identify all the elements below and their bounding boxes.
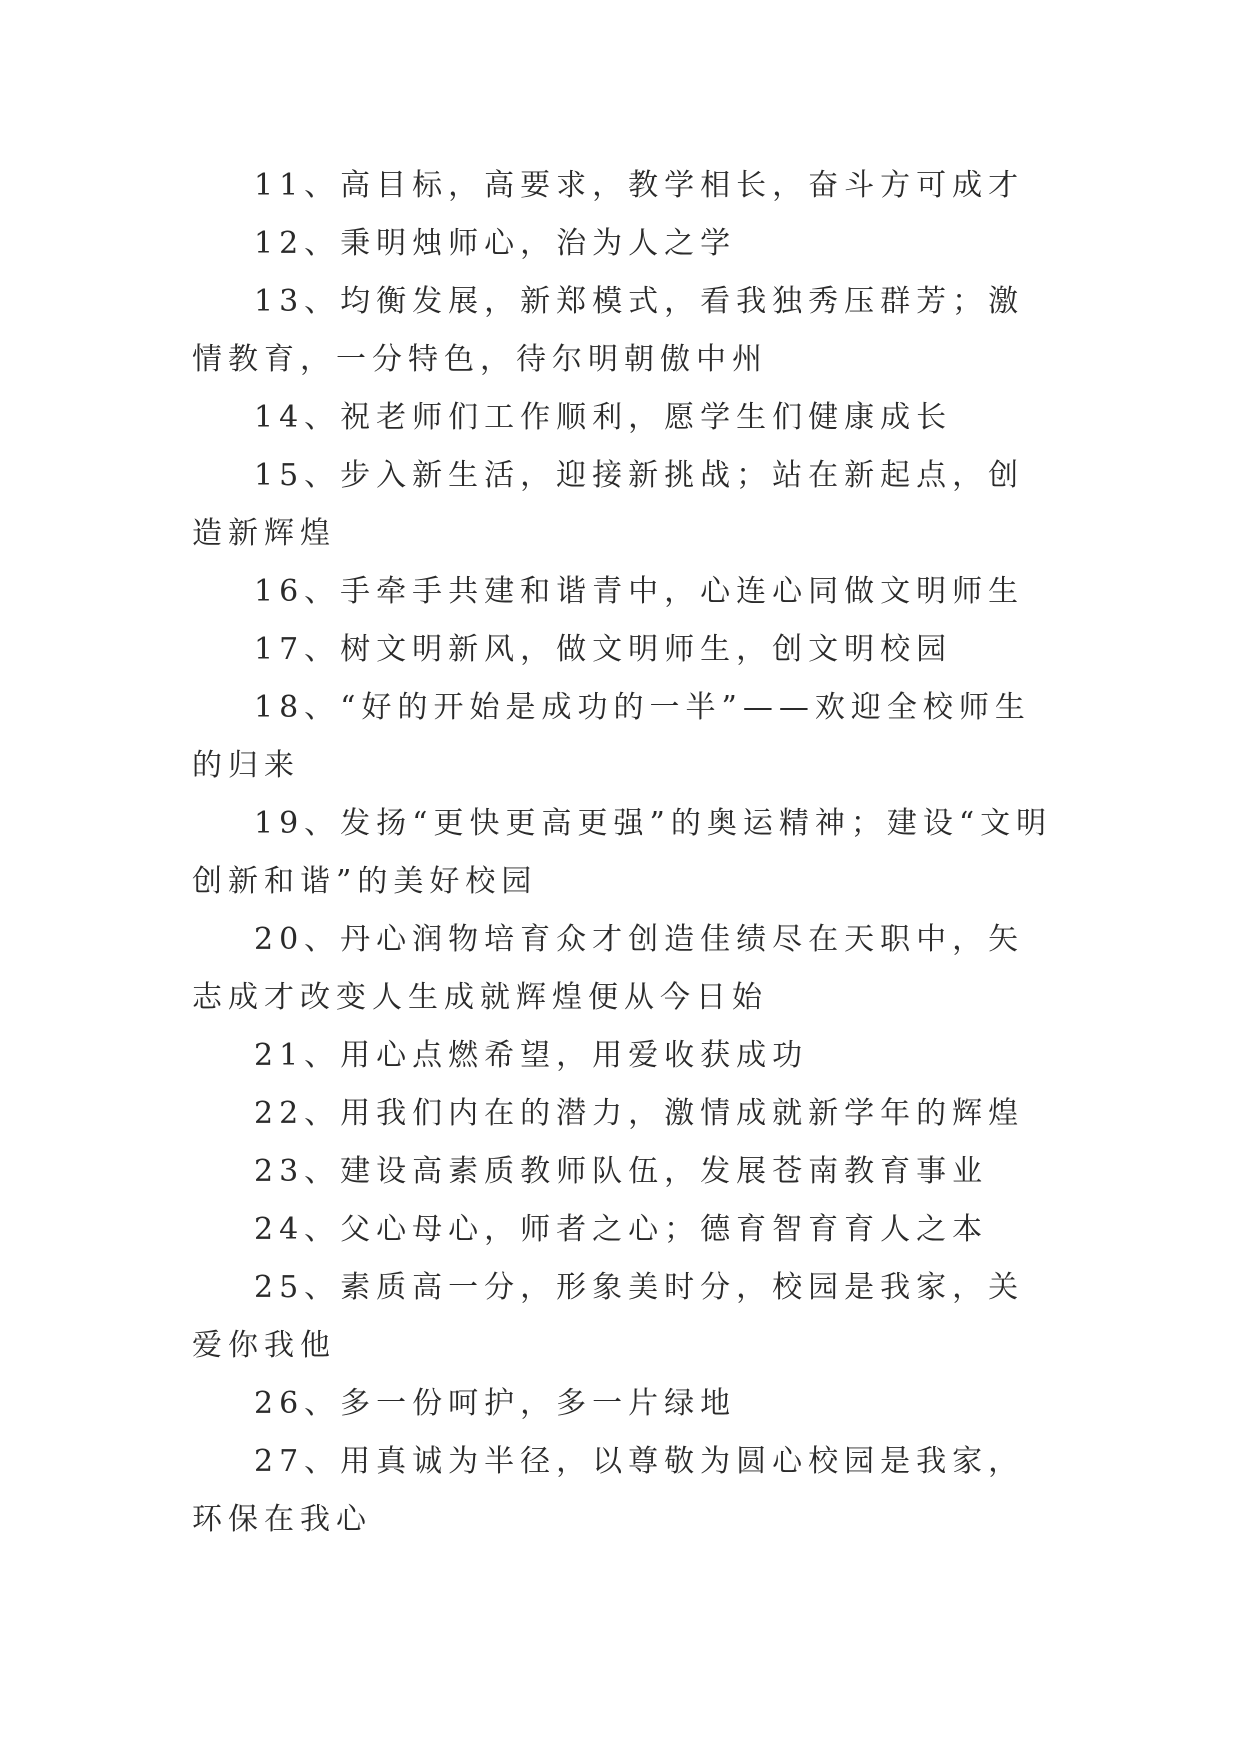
slogan-item-11: 11、高目标，高要求，教学相长，奋斗方可成才 (254, 168, 1025, 203)
slogan-item-22: 22、用我们内在的潜力，激情成就新学年的辉煌 (254, 1096, 1025, 1131)
slogan-item-24: 24、父心母心，师者之心；德育智育育人之本 (254, 1212, 989, 1247)
slogan-item-18: 18、“好的开始是成功的一半”——欢迎全校师生的归来 (192, 690, 1031, 783)
slogan-item-17: 17、树文明新风，做文明师生，创文明校园 (254, 632, 953, 667)
slogan-item-23: 23、建设高素质教师队伍，发展苍南教育事业 (254, 1154, 989, 1189)
slogan-item-26: 26、多一份呵护，多一片绿地 (254, 1386, 737, 1421)
slogan-item-12: 12、秉明烛师心，治为人之学 (254, 226, 737, 261)
slogan-item-16: 16、手牵手共建和谐青中，心连心同做文明师生 (254, 574, 1025, 609)
slogan-item-20: 20、丹心润物培育众才创造佳绩尽在天职中，矢志成才改变人生成就辉煌便从今日始 (192, 922, 1025, 1015)
slogan-item-13: 13、均衡发展，新郑模式，看我独秀压群芳；激情教育，一分特色，待尔明朝傲中州 (192, 284, 1025, 377)
slogan-item-25: 25、素质高一分，形象美时分，校园是我家，关爱你我他 (192, 1270, 1025, 1363)
slogan-item-27: 27、用真诚为半径，以尊敬为圆心校园是我家，环保在我心 (192, 1444, 1025, 1537)
slogan-item-19: 19、发扬“更快更高更强”的奥运精神；建设“文明创新和谐”的美好校园 (192, 806, 1053, 899)
slogan-item-14: 14、祝老师们工作顺利，愿学生们健康成长 (254, 400, 953, 435)
slogan-item-15: 15、步入新生活，迎接新挑战；站在新起点，创造新辉煌 (192, 458, 1025, 551)
slogan-item-21: 21、用心点燃希望，用爱收获成功 (254, 1038, 809, 1073)
slogan-list (192, 157, 1060, 1549)
